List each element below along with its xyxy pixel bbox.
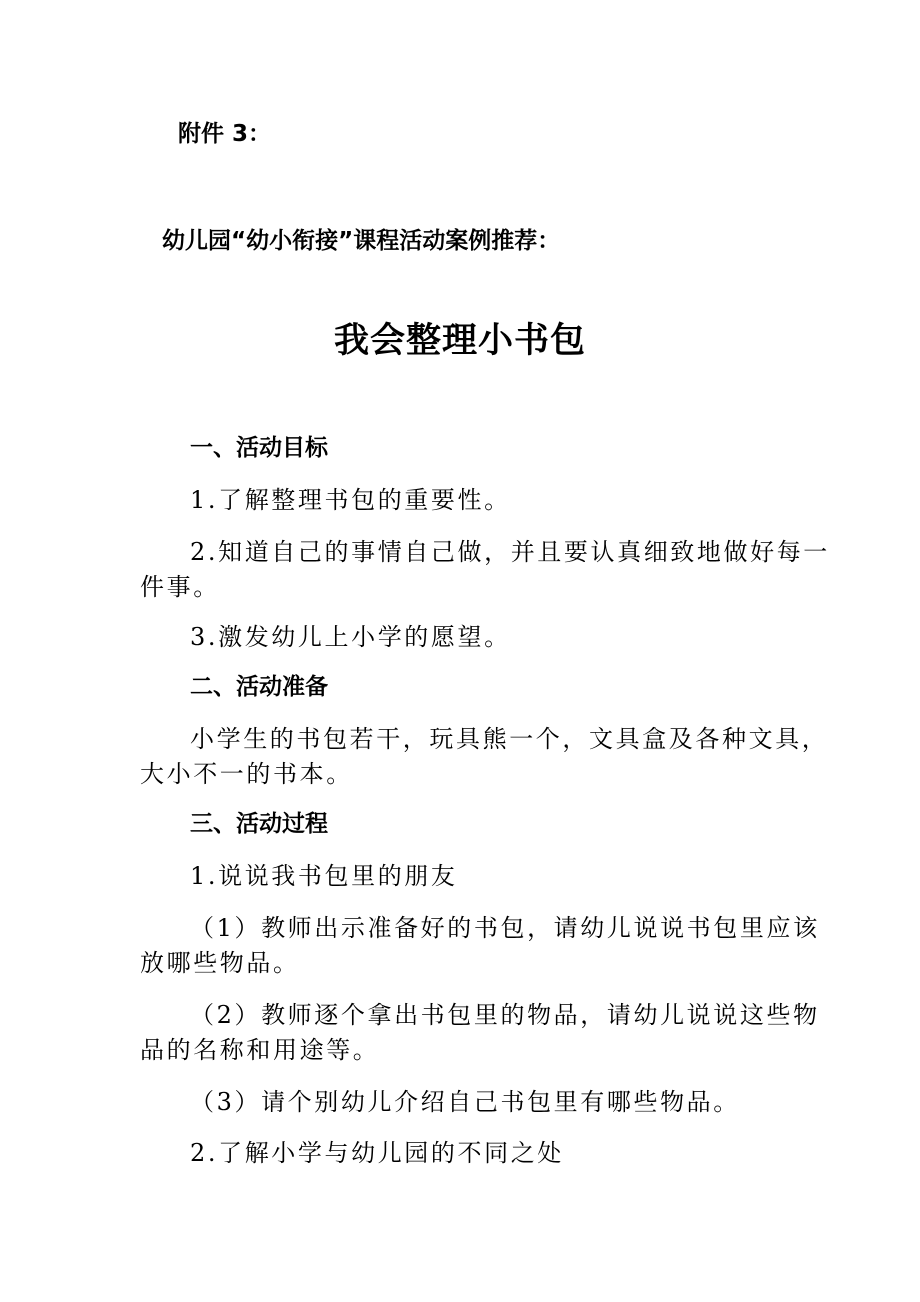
goal-item-continuation: 件事。 bbox=[140, 573, 220, 601]
goal-item: 2.知道自己的事情自己做，并且要认真细致地做好每一 bbox=[190, 538, 830, 566]
process-substep: （3）请个别幼儿介绍自己书包里有哪些物品。 bbox=[190, 1088, 740, 1116]
preparation-text-continuation: 大小不一的书本。 bbox=[140, 760, 353, 788]
section-heading-goals: 一、活动目标 bbox=[190, 435, 328, 461]
process-substep: （2）教师逐个拿出书包里的物品，请幼儿说说这些物 bbox=[190, 1001, 820, 1029]
section-heading-preparation: 二、活动准备 bbox=[190, 674, 328, 700]
preparation-text: 小学生的书包若干，玩具熊一个，文具盒及各种文具， bbox=[190, 725, 829, 753]
goal-item: 3.激发幼儿上小学的愿望。 bbox=[190, 623, 511, 651]
document-title: 我会整理小书包 bbox=[333, 321, 586, 361]
process-step: 2.了解小学与幼儿园的不同之处 bbox=[190, 1139, 564, 1167]
process-substep-continuation: 品的名称和用途等。 bbox=[140, 1036, 380, 1064]
process-step: 1.说说我书包里的朋友 bbox=[190, 862, 458, 890]
section-heading-process: 三、活动过程 bbox=[190, 811, 328, 837]
process-substep-continuation: 放哪些物品。 bbox=[140, 949, 300, 977]
process-substep: （1）教师出示准备好的书包，请幼儿说说书包里应该 bbox=[190, 914, 820, 942]
attachment-label: 附件 3： bbox=[178, 121, 272, 147]
recommendation-line: 幼儿园“幼小衔接”课程活动案例推荐： bbox=[162, 228, 561, 254]
goal-item: 1.了解整理书包的重要性。 bbox=[190, 486, 511, 514]
